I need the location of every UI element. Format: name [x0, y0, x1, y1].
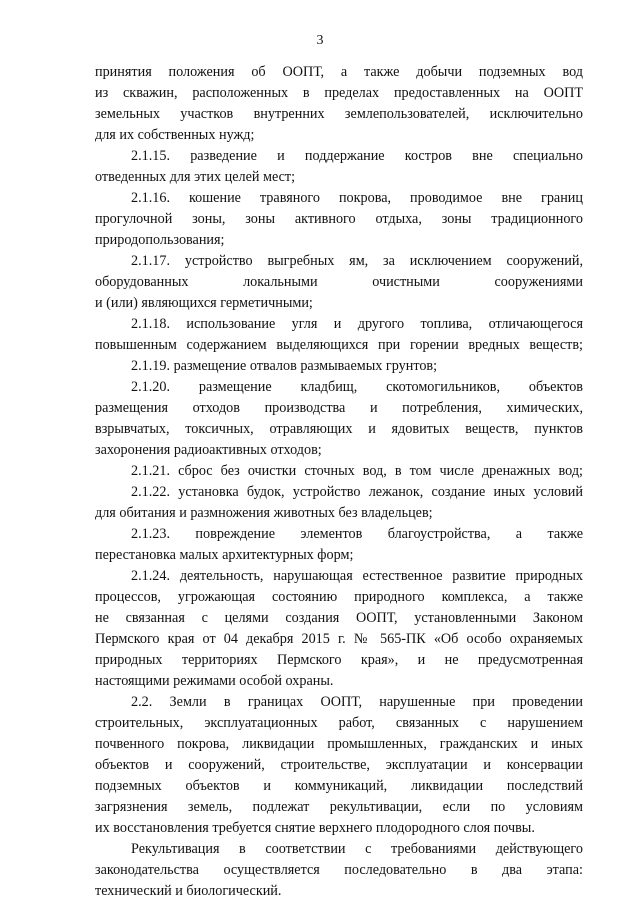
text-line: не связанная с целями создания ООПТ, установленными Законом	[95, 610, 583, 626]
text-line: 2.1.17. устройство выгребных ям, за исключением сооружений,	[131, 253, 583, 269]
text-line: процессов, угрожающая состоянию природного комплекса, а также	[95, 589, 583, 605]
text-line: и (или) являющихся герметичными;	[95, 295, 313, 311]
text-line: подземных объектов и коммуникаций, ликвидации последствий	[95, 778, 583, 794]
page-number: 3	[316, 33, 324, 48]
text-line: прогулочной зоны, зоны активного отдыха, зоны традиционного	[95, 211, 583, 227]
text-line: строительных, эксплуатационных работ, связанных с нарушением	[95, 715, 583, 731]
text-line: их восстановления требуется снятие верхнего плодородного слоя почвы.	[95, 820, 535, 836]
text-line: захоронения радиоактивных отходов;	[95, 442, 322, 458]
text-line: природных территориях Пермского края», и не предусмотренная	[95, 652, 583, 668]
text-line: оборудованных локальными очистными сооружениями	[95, 274, 583, 290]
text-line: 2.1.18. использование угля и другого топлива, отличающегося	[131, 316, 583, 332]
text-line: 2.1.24. деятельность, нарушающая естественное развитие природных	[131, 568, 583, 584]
text-line: 2.2. Земли в границах ООПТ, нарушенные при проведении	[131, 694, 583, 710]
text-line: природопользования;	[95, 232, 225, 248]
text-line: 2.1.22. установка будок, устройство лежанок, создание иных условий	[131, 484, 583, 500]
text-line: законодательства осуществляется последовательно в два этапа:	[95, 862, 583, 878]
text-line: отведенных для этих целей мест;	[95, 169, 296, 185]
text-line: Пермского края от 04 декабря 2015 г. № 565-ПК «Об особо охраняемых	[95, 631, 583, 647]
text-line: принятия положения об ООПТ, а также добычи подземных вод	[95, 64, 583, 80]
text-line: размещения отходов производства и потребления, химических,	[95, 400, 583, 416]
text-line: 2.1.19. размещение отвалов размываемых грунтов;	[131, 358, 438, 374]
text-line: 2.1.23. повреждение элементов благоустройства, а также	[131, 526, 583, 542]
text-line: настоящими режимами особой охраны.	[95, 673, 334, 689]
text-line: почвенного покрова, ликвидации промышленных, гражданских и иных	[95, 736, 583, 752]
text-line: для их собственных нужд;	[95, 127, 255, 143]
text-line: технический и биологический.	[95, 883, 282, 899]
text-line: повышенным содержанием выделяющихся при горении вредных веществ;	[95, 337, 583, 353]
text-line: 2.1.21. сброс без очистки сточных вод, в том числе дренажных вод;	[131, 463, 583, 479]
text-line: взрывчатых, токсичных, отравляющих и ядовитых веществ, пунктов	[95, 421, 583, 437]
text-line: 2.1.20. размещение кладбищ, скотомогильников, объектов	[131, 379, 583, 395]
text-line: 2.1.15. разведение и поддержание костров вне специально	[131, 148, 583, 164]
text-line: земельных участков внутренних землепользователей, исключительно	[95, 106, 583, 122]
text-line: для обитания и размножения животных без владельцев;	[95, 505, 433, 521]
text-line: 2.1.16. кошение травяного покрова, проводимое вне границ	[131, 190, 583, 206]
text-line: Рекультивация в соответствии с требованиями действующего	[131, 841, 583, 857]
text-line: загрязнения земель, подлежат рекультивации, если по условиям	[95, 799, 583, 815]
text-line: объектов и сооружений, строительстве, эксплуатации и консервации	[95, 757, 583, 773]
text-line: из скважин, расположенных в пределах предоставленных на ООПТ	[95, 85, 583, 101]
text-line: перестановка малых архитектурных форм;	[95, 547, 354, 563]
